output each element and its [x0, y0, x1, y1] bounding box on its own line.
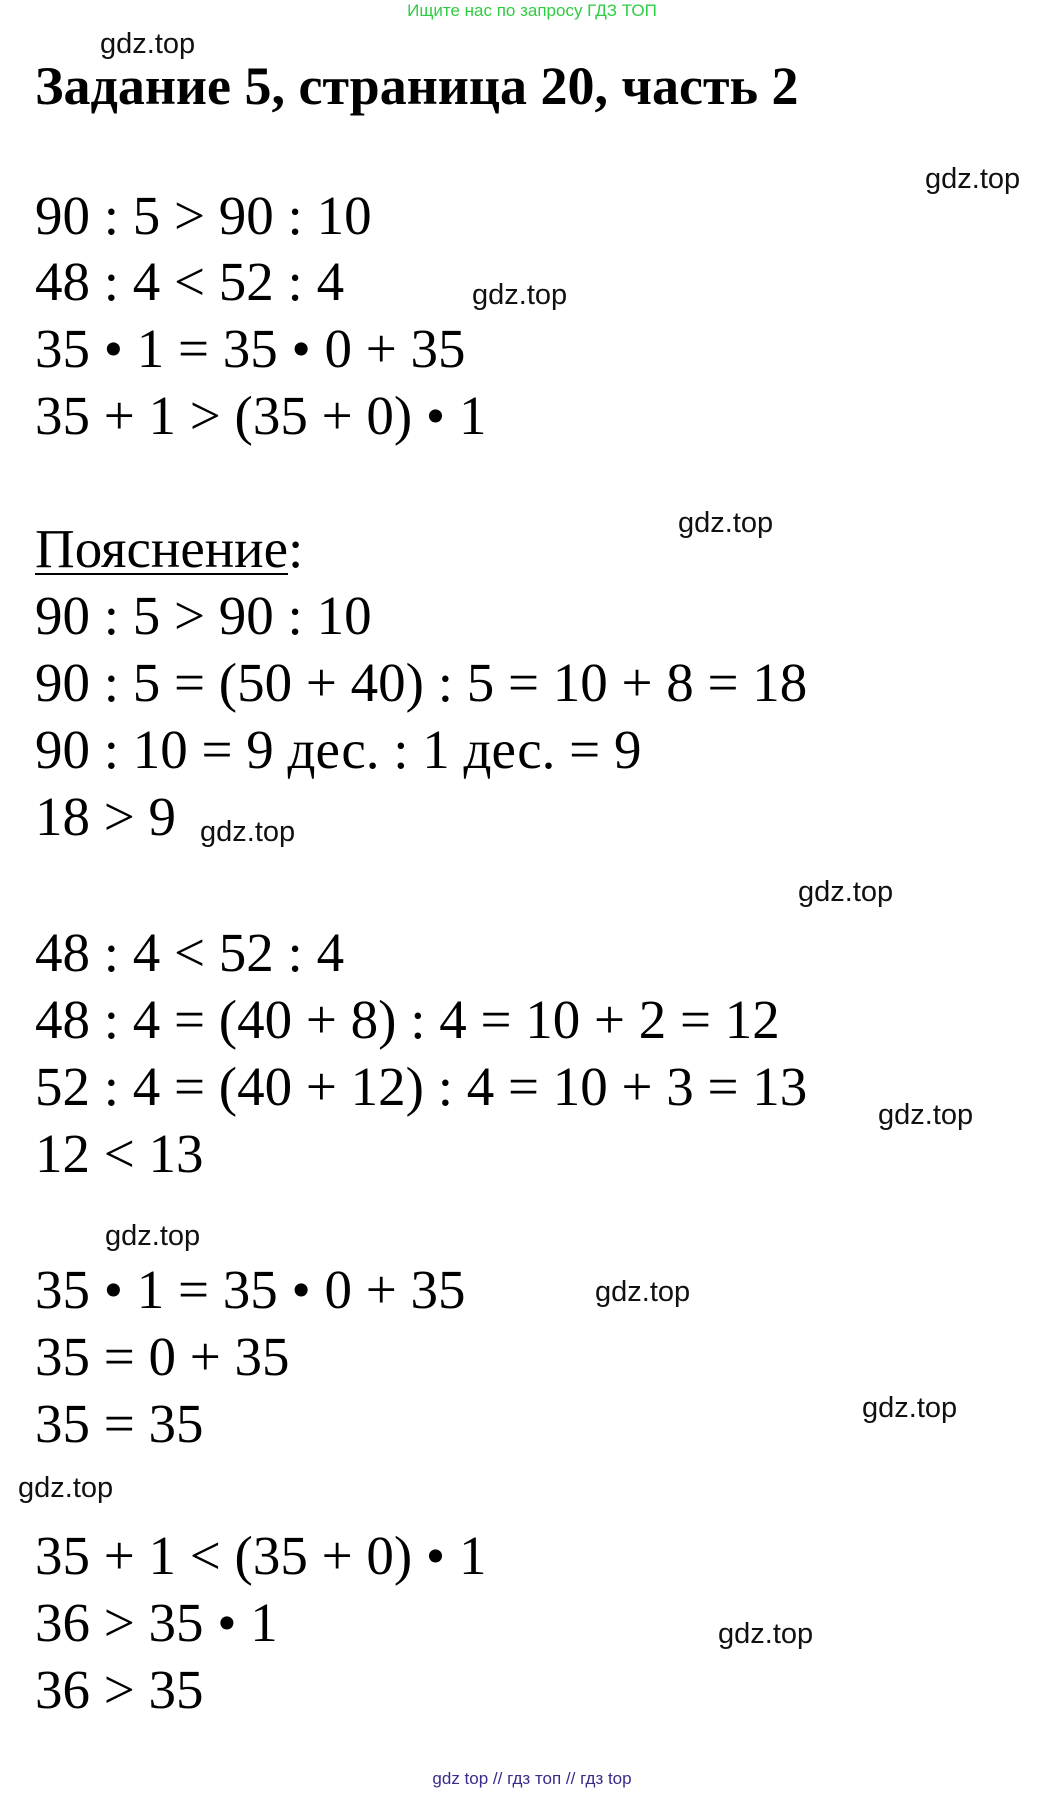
- watermark: gdz.top: [878, 1099, 974, 1131]
- explanation-line: 90 : 10 = 9 дес. : 1 дес. = 9: [35, 719, 642, 780]
- watermark: gdz.top: [595, 1276, 691, 1308]
- explanation-line: 12 < 13: [35, 1123, 204, 1184]
- answer-line-1: 90 : 5 > 90 : 10: [35, 185, 372, 246]
- explanation-heading-text: Пояснение: [35, 518, 289, 579]
- answer-line-2: 48 : 4 < 52 : 4: [35, 251, 345, 312]
- explanation-line: 35 = 35: [35, 1393, 204, 1454]
- watermark: gdz.top: [105, 1220, 201, 1252]
- watermark: gdz.top: [862, 1392, 958, 1424]
- explanation-line: 52 : 4 = (40 + 12) : 4 = 10 + 3 = 13: [35, 1056, 808, 1117]
- search-banner: Ищите нас по запросу ГДЗ ТОП: [407, 1, 657, 20]
- explanation-line: 36 > 35 • 1: [35, 1592, 278, 1653]
- watermark: gdz.top: [678, 507, 774, 539]
- watermark: gdz.top: [925, 163, 1021, 195]
- explanation-heading-colon: :: [288, 518, 304, 579]
- explanation-line: 90 : 5 = (50 + 40) : 5 = 10 + 8 = 18: [35, 652, 808, 713]
- watermark: gdz.top: [18, 1472, 114, 1504]
- watermark: gdz.top: [472, 279, 568, 311]
- explanation-heading: [35, 518, 304, 579]
- explanation-line: 48 : 4 < 52 : 4: [35, 922, 345, 983]
- explanation-line: 35 + 1 < (35 + 0) • 1: [35, 1525, 487, 1586]
- watermark: gdz.top: [798, 876, 894, 908]
- answer-line-3: 35 • 1 = 35 • 0 + 35: [35, 318, 466, 379]
- watermark: gdz.top: [200, 816, 296, 848]
- page-title: Задание 5, страница 20, часть 2: [35, 56, 799, 116]
- watermark: gdz.top: [718, 1618, 814, 1650]
- watermark: gdz.top: [100, 28, 196, 60]
- explanation-line: 90 : 5 > 90 : 10: [35, 585, 372, 646]
- explanation-line: 35 = 0 + 35: [35, 1326, 290, 1387]
- answer-line-4: 35 + 1 > (35 + 0) • 1: [35, 385, 487, 446]
- explanation-line: 36 > 35: [35, 1659, 204, 1720]
- explanation-line: 35 • 1 = 35 • 0 + 35: [35, 1259, 466, 1320]
- explanation-line: 18 > 9: [35, 786, 177, 847]
- footer-links: gdz top // гдз топ // гдз top: [432, 1769, 632, 1788]
- explanation-line: 48 : 4 = (40 + 8) : 4 = 10 + 2 = 12: [35, 989, 780, 1050]
